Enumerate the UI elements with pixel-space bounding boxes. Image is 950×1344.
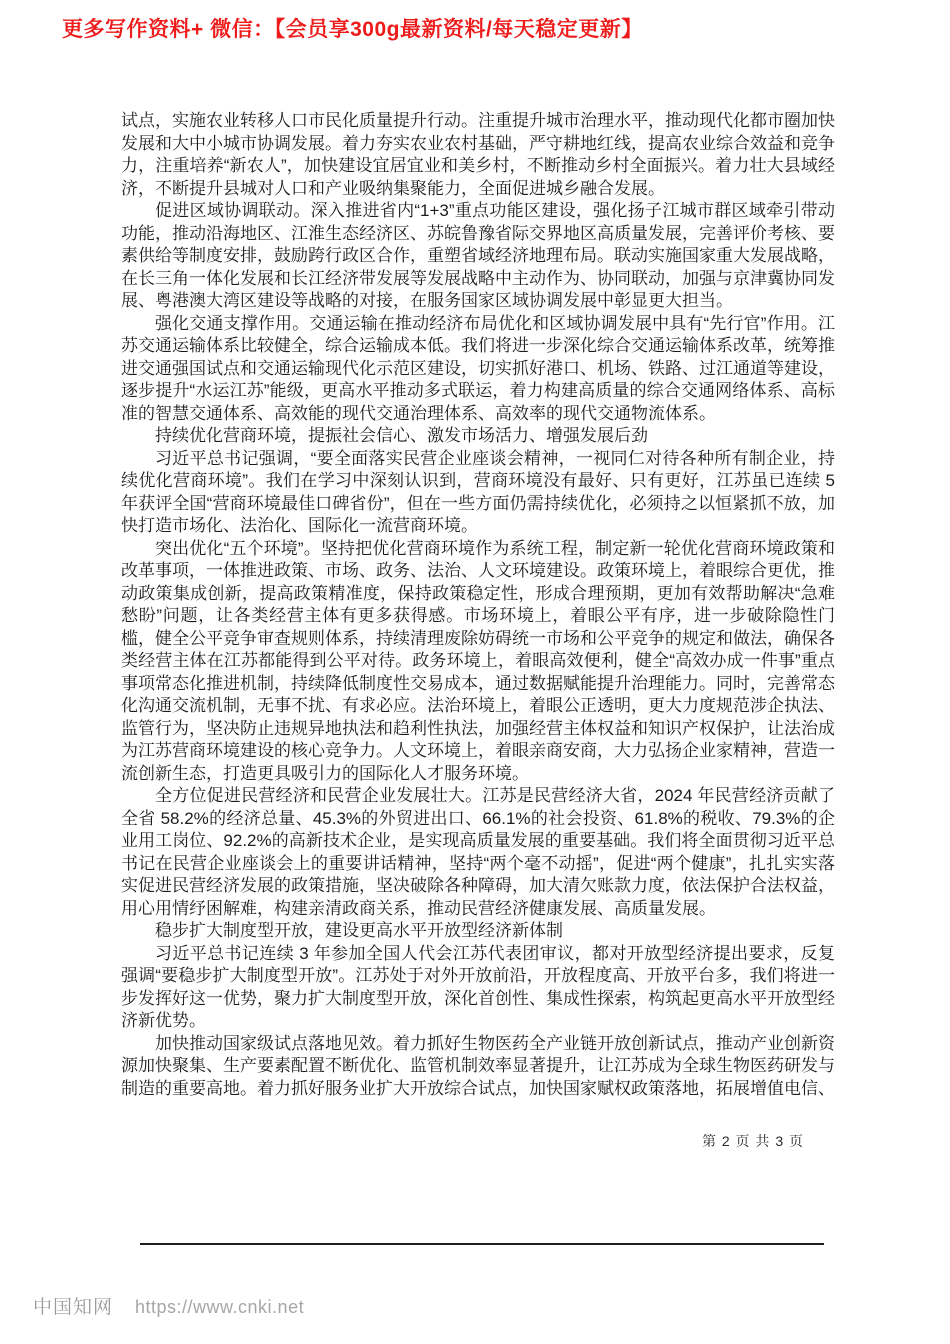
body-paragraph: 加快推动国家级试点落地见效。着力抓好生物医药全产业链开放创新试点，推动产业创新资源加快聚集、生产要素配置不断优化、监管机制效率显著提升，让江苏成为全球生物医药研发与制造的重要高地。着力抓好服务业扩大开放综合试点，加快国家赋权政策落地，拓展增值电信、 <box>121 1033 835 1098</box>
body-paragraph: 习近平总书记连续 3 年参加全国人代会江苏代表团审议，都对开放型经济提出要求，反复强调“要稳步扩大制度型开放”。江苏处于对外开放前沿，开放程度高、开放平台多，我们将进一步发挥好这一优势，聚力扩大制度型开放，深化首创性、集成性探索，构筑起更高水平开放型经济新优势。 <box>121 943 835 1030</box>
body-paragraph: 突出优化“五个环境”。坚持把优化营商环境作为系统工程，制定新一轮优化营商环境政策和改革事项，一体推进政策、市场、政务、法治、人文环境建设。政策环境上，着眼综合更优，推动政策集成创新，提高政策精准度，保持政策稳定性，形成合理预期，更加有效帮助解决“急难愁盼”问题，让各类经营主体有更多获得感。市场环境上，着眼公平有序，进一步破除隐性门槛，健全公平竞争审查规则体系，持续清理废除妨碍统一市场和公平竞争的规定和做法，确保各类经营主体在江苏都能得到公平对待。政务环境上，着眼高效便利，健全“高效办成一件事”重点事项常态化推进机制，持续降低制度性交易成本，通过数据赋能提升治理能力。同时，完善常态化沟通交流机制，无事不扰、有求必应。法治环境上，着眼公正透明，更大力度规范涉企执法、监管行为，坚决防止违规异地执法和趋利性执法，加强经营主体权益和知识产权保护，让法治成为江苏营商环境建设的核心竞争力。人文环境上，着眼亲商安商，大力弘扬企业家精神，营造一流创新生态，打造更具吸引力的国际化人才服务环境。 <box>121 538 835 783</box>
cnki-url-text: https://www.cnki.net <box>135 1297 305 1317</box>
body-paragraph: 习近平总书记强调，“要全面落实民营企业座谈会精神，一视同仁对待各种所有制企业，持续优化营商环境”。我们在学习中深刻认识到，营商环境没有最好、只有更好，江苏虽已连续 5 年获评全国“营商环境最佳口碑省份”，但在一些方面仍需持续优化，必须持之以恒紧抓不放，加快打造市场化、法治化、国际化一流营商环境。 <box>121 448 835 535</box>
cnki-watermark <box>33 1292 304 1319</box>
document-body <box>121 110 835 1100</box>
body-paragraph: 强化交通支撑作用。交通运输在推动经济布局优化和区域协调发展中具有“先行官”作用。江苏交通运输体系比较健全，综合运输成本低。我们将进一步深化综合交通运输体系改革，统筹推进交通强国试点和交通运输现代化示范区建设，切实抓好港口、机场、铁路、过江通道等建设，逐步提升“水运江苏”能级，更高水平推动多式联运，着力构建高质量的综合交通网络体系、高标准的智慧交通体系、高效能的现代交通治理体系、高效率的现代交通物流体系。 <box>121 313 835 423</box>
cnki-brand-text: 中国知网 <box>33 1297 114 1318</box>
body-paragraph: 促进区域协调联动。深入推进省内“1+3”重点功能区建设，强化扬子江城市群区域牵引带动功能，推动沿海地区、江淮生态经济区、苏皖鲁豫省际交界地区高质量发展，完善评价考核、要素供给等制度安排，鼓励跨行政区合作，重塑省域经济地理布局。联动实施国家重大发展战略，在长三角一体化发展和长江经济带发展等发展战略中主动作为、协同联动，加强与京津冀协同发展、粤港澳大湾区建设等战略的对接，在服务国家区域协调发展中彰显更大担当。 <box>121 201 835 310</box>
promo-header-text: 更多写作资料+ 微信：【会员享300g最新资料/每天稳定更新】 <box>62 18 643 41</box>
page-number: 第 2 页 共 3 页 <box>701 1133 804 1149</box>
footer-divider <box>140 1243 824 1245</box>
section-heading: 持续优化营商环境，提振社会信心、激发市场活力、增强发展后劲 <box>155 426 648 445</box>
section-heading: 稳步扩大制度型开放，建设更高水平开放型经济新体制 <box>155 921 563 940</box>
body-paragraph: 全方位促进民营经济和民营企业发展壮大。江苏是民营经济大省，2024 年民营经济贡献了全省 58.2%的经济总量、45.3%的外贸进出口、66.1%的社会投资、61.8%的税收、79.3%的企业用工岗位、92.2%的高新技术企业，是实现高质量发展的重要基础。我们将全面贯彻习近平总书记在民营企业座谈会上的重要讲话精神，坚持“两个毫不动摇”，促进“两个健康”，扎扎实实落实促进民营经济发展的政策措施，坚决破除各种障碍，加大清欠账款力度，依法保护合法权益，用心用情纾困解难，构建亲清政商关系，推动民营经济健康发展、高质量发展。 <box>121 786 835 918</box>
body-paragraph: 试点，实施农业转移人口市民化质量提升行动。注重提升城市治理水平，推动现代化都市圈加快发展和大中小城市协调发展。着力夯实农业农村基础，严守耕地红线，提高农业综合效益和竞争力，注重培养“新农人”，加快建设宜居宜业和美乡村，不断推动乡村全面振兴。着力壮大县域经济，不断提升县城对人口和产业吸纳集聚能力，全面促进城乡融合发展。 <box>121 111 835 198</box>
